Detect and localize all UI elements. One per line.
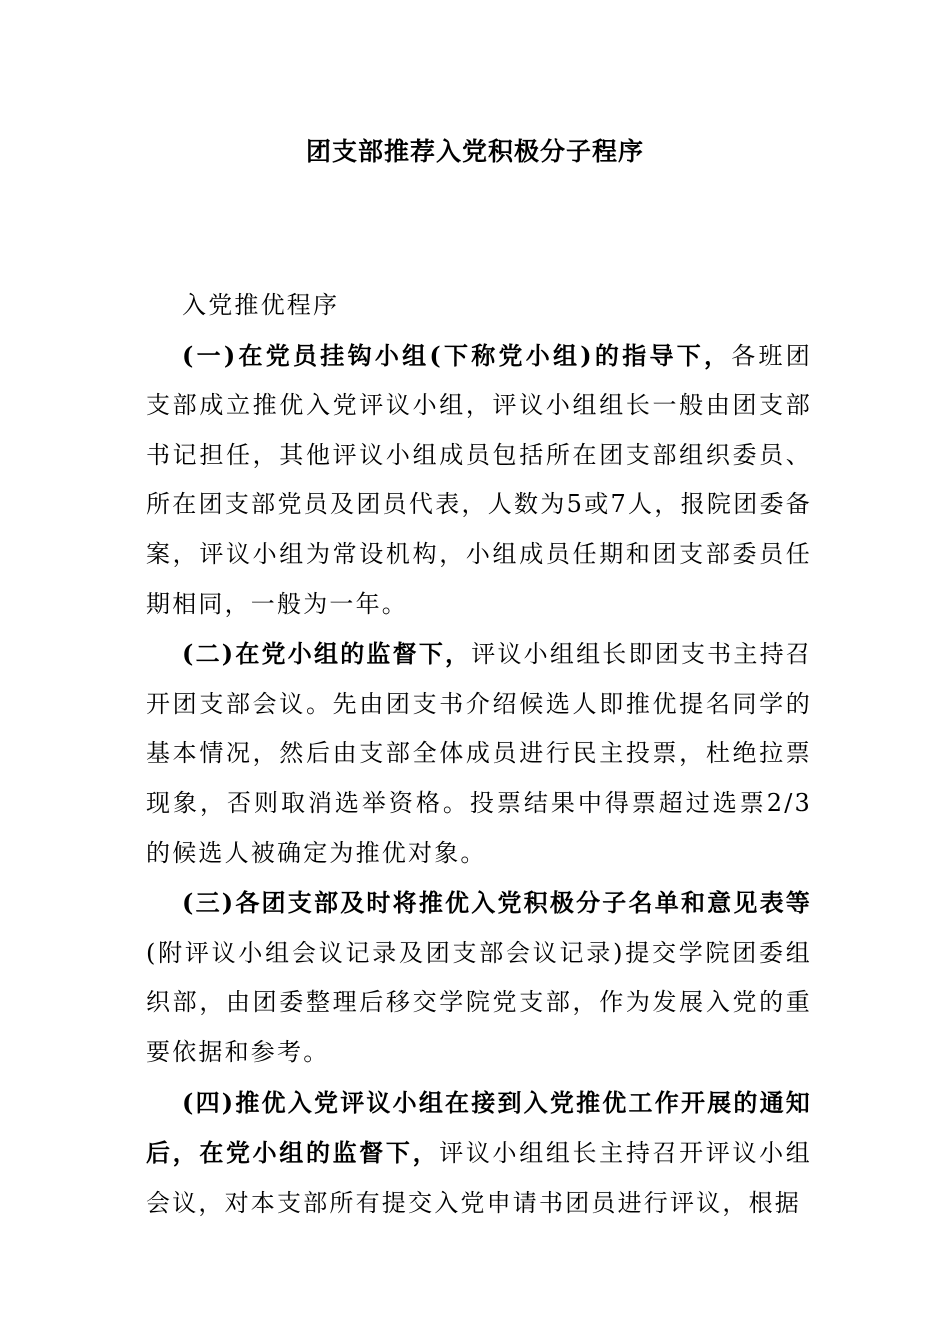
paragraph-4-lead: (四)推优入党评议小组在接到入党推优工作开展的通知后，在党小组的监督下，: [146, 1087, 812, 1168]
paragraph-3-text: (附评议小组会议记录及团支部会议记录)提交学院团委组织部，由团委整理后移交学院党支部，作为发展入党的重要依据和参考。: [146, 938, 812, 1066]
paragraph-1-lead: (一)在党员挂钩小组(下称党小组)的指导下，: [182, 340, 732, 370]
document-title: 团支部推荐入党积极分子程序: [305, 137, 644, 166]
paragraph-1: [146, 331, 812, 630]
paragraph-3-lead: (三)各团支部及时将推优入党积极分子名单和意见表等: [182, 888, 812, 918]
paragraph-4-text: 评议小组组长主持召开评议小组会议，对本支部所有提交入党申请书团员进行评议，根据: [146, 1139, 812, 1217]
paragraph-4: [146, 1078, 812, 1229]
paragraph-2: [146, 629, 812, 878]
paragraph-2-lead: (二)在党小组的监督下，: [182, 639, 472, 669]
section-heading: 入党推优程序: [182, 291, 340, 319]
paragraph-2-text: 评议小组组长即团支书主持召开团支部会议。先由团支书介绍候选人即推优提名同学的基本情况，然后由支部全体成员进行民主投票，杜绝拉票现象，否则取消选举资格。投票结果中得票超过选票2/3的候选人被确定为推优对象。: [146, 640, 812, 867]
document-body: [146, 281, 812, 1228]
paragraph-3: [146, 878, 812, 1077]
paragraph-1-text: 各班团支部成立推优入党评议小组，评议小组组长一般由团支部书记担任，其他评议小组成员包括所在团支部组织委员、所在团支部党员及团员代表，人数为5或7人，报院团委备案，评议小组为常设机构，小组成员任期和团支部委员任期相同，一般为一年。: [146, 341, 812, 618]
